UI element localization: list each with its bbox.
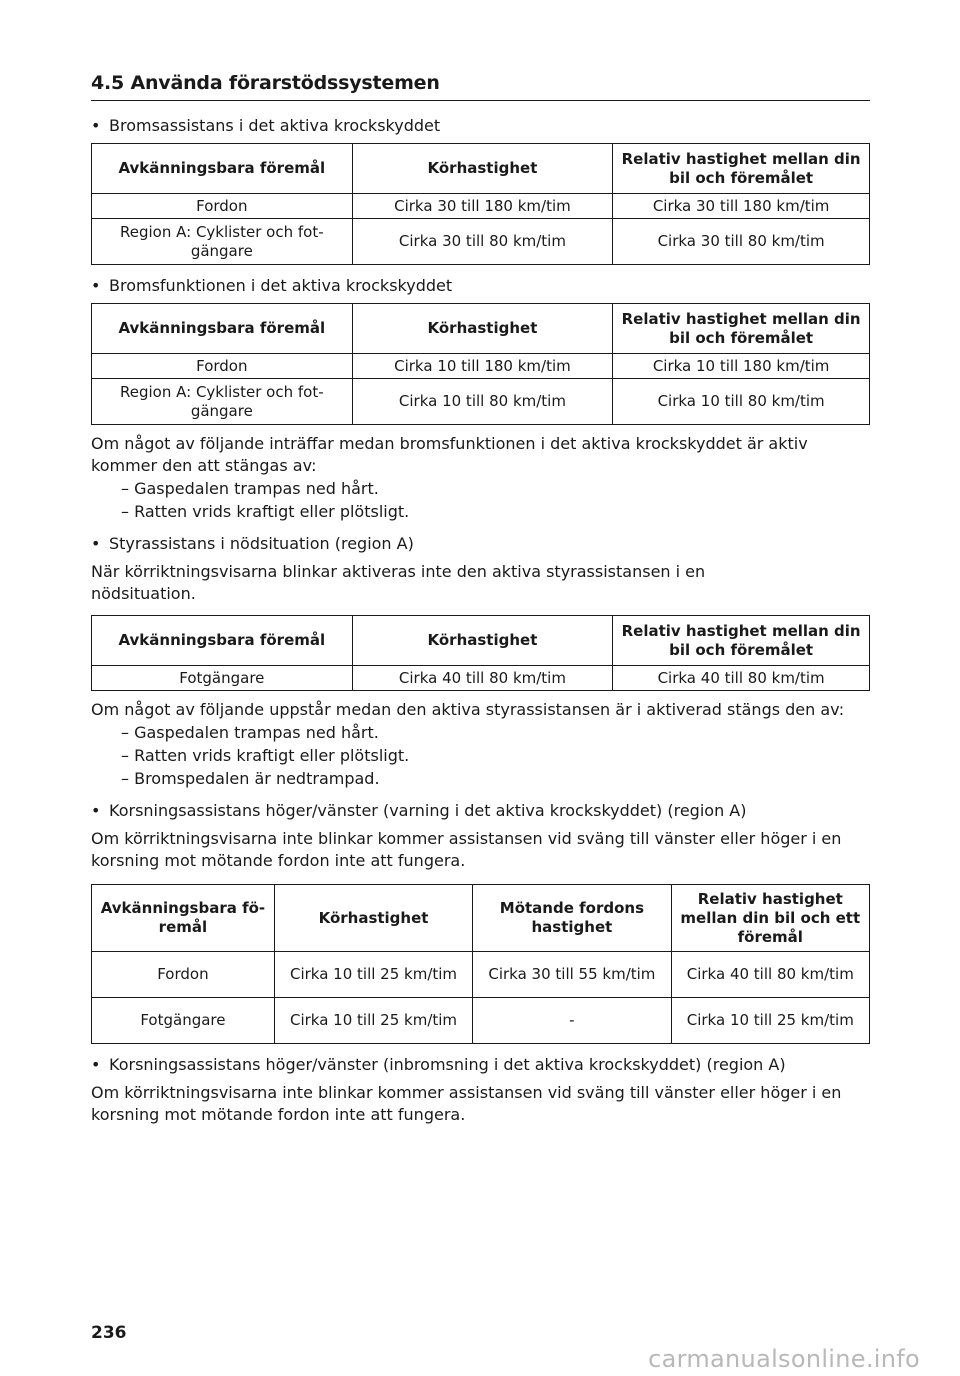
bullet-dot-icon: •: [91, 1055, 101, 1074]
column-header: Körhastighet: [274, 885, 472, 952]
bullet-brake-function: [91, 275, 870, 297]
paragraph: När körriktningsvisarna blinkar aktiveras inte den aktiva styrassistansen i en nödsituation.: [91, 562, 706, 603]
paragraph: Om körriktningsvisarna inte blinkar kommer assistansen vid sväng till vänster eller höger i en korsning mot mötande fordon inte att fungera.: [91, 1083, 842, 1124]
bullet-text: Styrassistans i nödsituation (region A): [109, 534, 414, 553]
column-header: Relativ hastighet mellan din bil och föremålet: [613, 304, 870, 354]
table-row: [92, 354, 870, 379]
table-cell: Cirka 30 till 80 km/tim: [352, 219, 613, 265]
table-cell: Cirka 10 till 80 km/tim: [352, 379, 613, 425]
watermark: carmanualsonline.info: [648, 1345, 920, 1373]
table-row: [92, 194, 870, 219]
table-cell: Cirka 40 till 80 km/tim: [671, 952, 869, 998]
table-header-row: [92, 616, 870, 666]
bullet-intersection-braking: [91, 1054, 870, 1076]
table-cell: Fordon: [92, 354, 353, 379]
table-cell: Fotgängare: [92, 998, 275, 1044]
dash-list: [121, 721, 870, 790]
dash-list: [121, 477, 870, 523]
column-header: Mötande fordons hastighet: [473, 885, 671, 952]
table-cell: Cirka 10 till 25 km/tim: [274, 998, 472, 1044]
column-header: Körhastighet: [352, 616, 613, 666]
column-header: Körhastighet: [352, 304, 613, 354]
bullet-dot-icon: •: [91, 116, 101, 135]
table-cell: Region A: Cyklister och fot-gängare: [92, 219, 353, 265]
paragraph: Om körriktningsvisarna inte blinkar kommer assistansen vid sväng till vänster eller höger i en korsning mot mötande fordon inte att fungera.: [91, 829, 842, 870]
table-header-row: [92, 885, 870, 952]
column-header: Avkänningsbara fö-remål: [92, 885, 275, 952]
column-header: Avkänningsbara föremål: [92, 304, 353, 354]
column-header: Relativ hastighet mellan din bil och föremålet: [613, 616, 870, 666]
paragraph: Om något av följande uppstår medan den aktiva styrassistansen är i aktiverad stängs den av:: [91, 700, 845, 719]
page-number: 236: [91, 1323, 127, 1343]
table-row: [92, 998, 870, 1044]
column-header: Avkänningsbara föremål: [92, 144, 353, 194]
section-heading: 4.5 Använda förarstödssystemen: [91, 72, 870, 101]
table-cell: Cirka 10 till 25 km/tim: [671, 998, 869, 1044]
table-row: [92, 379, 870, 425]
bullet-dot-icon: •: [91, 534, 101, 553]
table-cell: Cirka 40 till 80 km/tim: [613, 666, 870, 691]
bullet-text: Korsningsassistans höger/vänster (inbromsning i det aktiva krockskyddet) (region A): [109, 1055, 786, 1074]
column-header: Körhastighet: [352, 144, 613, 194]
column-header: Avkänningsbara föremål: [92, 616, 353, 666]
brake-assist-table: [91, 143, 870, 265]
paragraph: Om något av följande inträffar medan bromsfunktionen i det aktiva krockskyddet är aktiv kommer den att stängas av:: [91, 434, 808, 475]
bullet-text: Bromsfunktionen i det aktiva krockskyddet: [109, 276, 453, 295]
table-cell: Cirka 30 till 80 km/tim: [613, 219, 870, 265]
table-header-row: [92, 304, 870, 354]
list-item: – Gaspedalen trampas ned hårt.: [121, 479, 379, 498]
list-item: – Ratten vrids kraftigt eller plötsligt.: [121, 746, 410, 765]
emergency-steering-table: [91, 615, 870, 691]
table-cell: Cirka 10 till 25 km/tim: [274, 952, 472, 998]
brake-function-table: [91, 303, 870, 425]
table-cell: Cirka 30 till 180 km/tim: [352, 194, 613, 219]
table-cell: Cirka 30 till 55 km/tim: [473, 952, 671, 998]
bullet-intersection-warning: [91, 800, 870, 822]
list-item: – Ratten vrids kraftigt eller plötsligt.: [121, 502, 410, 521]
bullet-emergency-steering: [91, 533, 870, 555]
table-cell: Fordon: [92, 194, 353, 219]
manual-page: [91, 72, 870, 1126]
table-cell: Cirka 10 till 180 km/tim: [352, 354, 613, 379]
table-cell: Cirka 30 till 180 km/tim: [613, 194, 870, 219]
table-cell: Cirka 40 till 80 km/tim: [352, 666, 613, 691]
list-item: – Gaspedalen trampas ned hårt.: [121, 723, 379, 742]
table-cell: Cirka 10 till 80 km/tim: [613, 379, 870, 425]
bullet-text: Bromsassistans i det aktiva krockskyddet: [109, 116, 441, 135]
table-row: [92, 219, 870, 265]
column-header: Relativ hastighet mellan din bil och ett föremål: [671, 885, 869, 952]
column-header: Relativ hastighet mellan din bil och föremålet: [613, 144, 870, 194]
table-row: [92, 952, 870, 998]
table-cell: Cirka 10 till 180 km/tim: [613, 354, 870, 379]
list-item: – Bromspedalen är nedtrampad.: [121, 769, 380, 788]
table-header-row: [92, 144, 870, 194]
table-cell: -: [473, 998, 671, 1044]
table-cell: Fotgängare: [92, 666, 353, 691]
table-row: [92, 666, 870, 691]
bullet-dot-icon: •: [91, 801, 101, 820]
bullet-dot-icon: •: [91, 276, 101, 295]
intersection-warning-table: [91, 884, 870, 1044]
bullet-brake-assist: [91, 115, 870, 137]
table-cell: Region A: Cyklister och fot-gängare: [92, 379, 353, 425]
table-cell: Fordon: [92, 952, 275, 998]
bullet-text: Korsningsassistans höger/vänster (varning i det aktiva krockskyddet) (region A): [109, 801, 747, 820]
